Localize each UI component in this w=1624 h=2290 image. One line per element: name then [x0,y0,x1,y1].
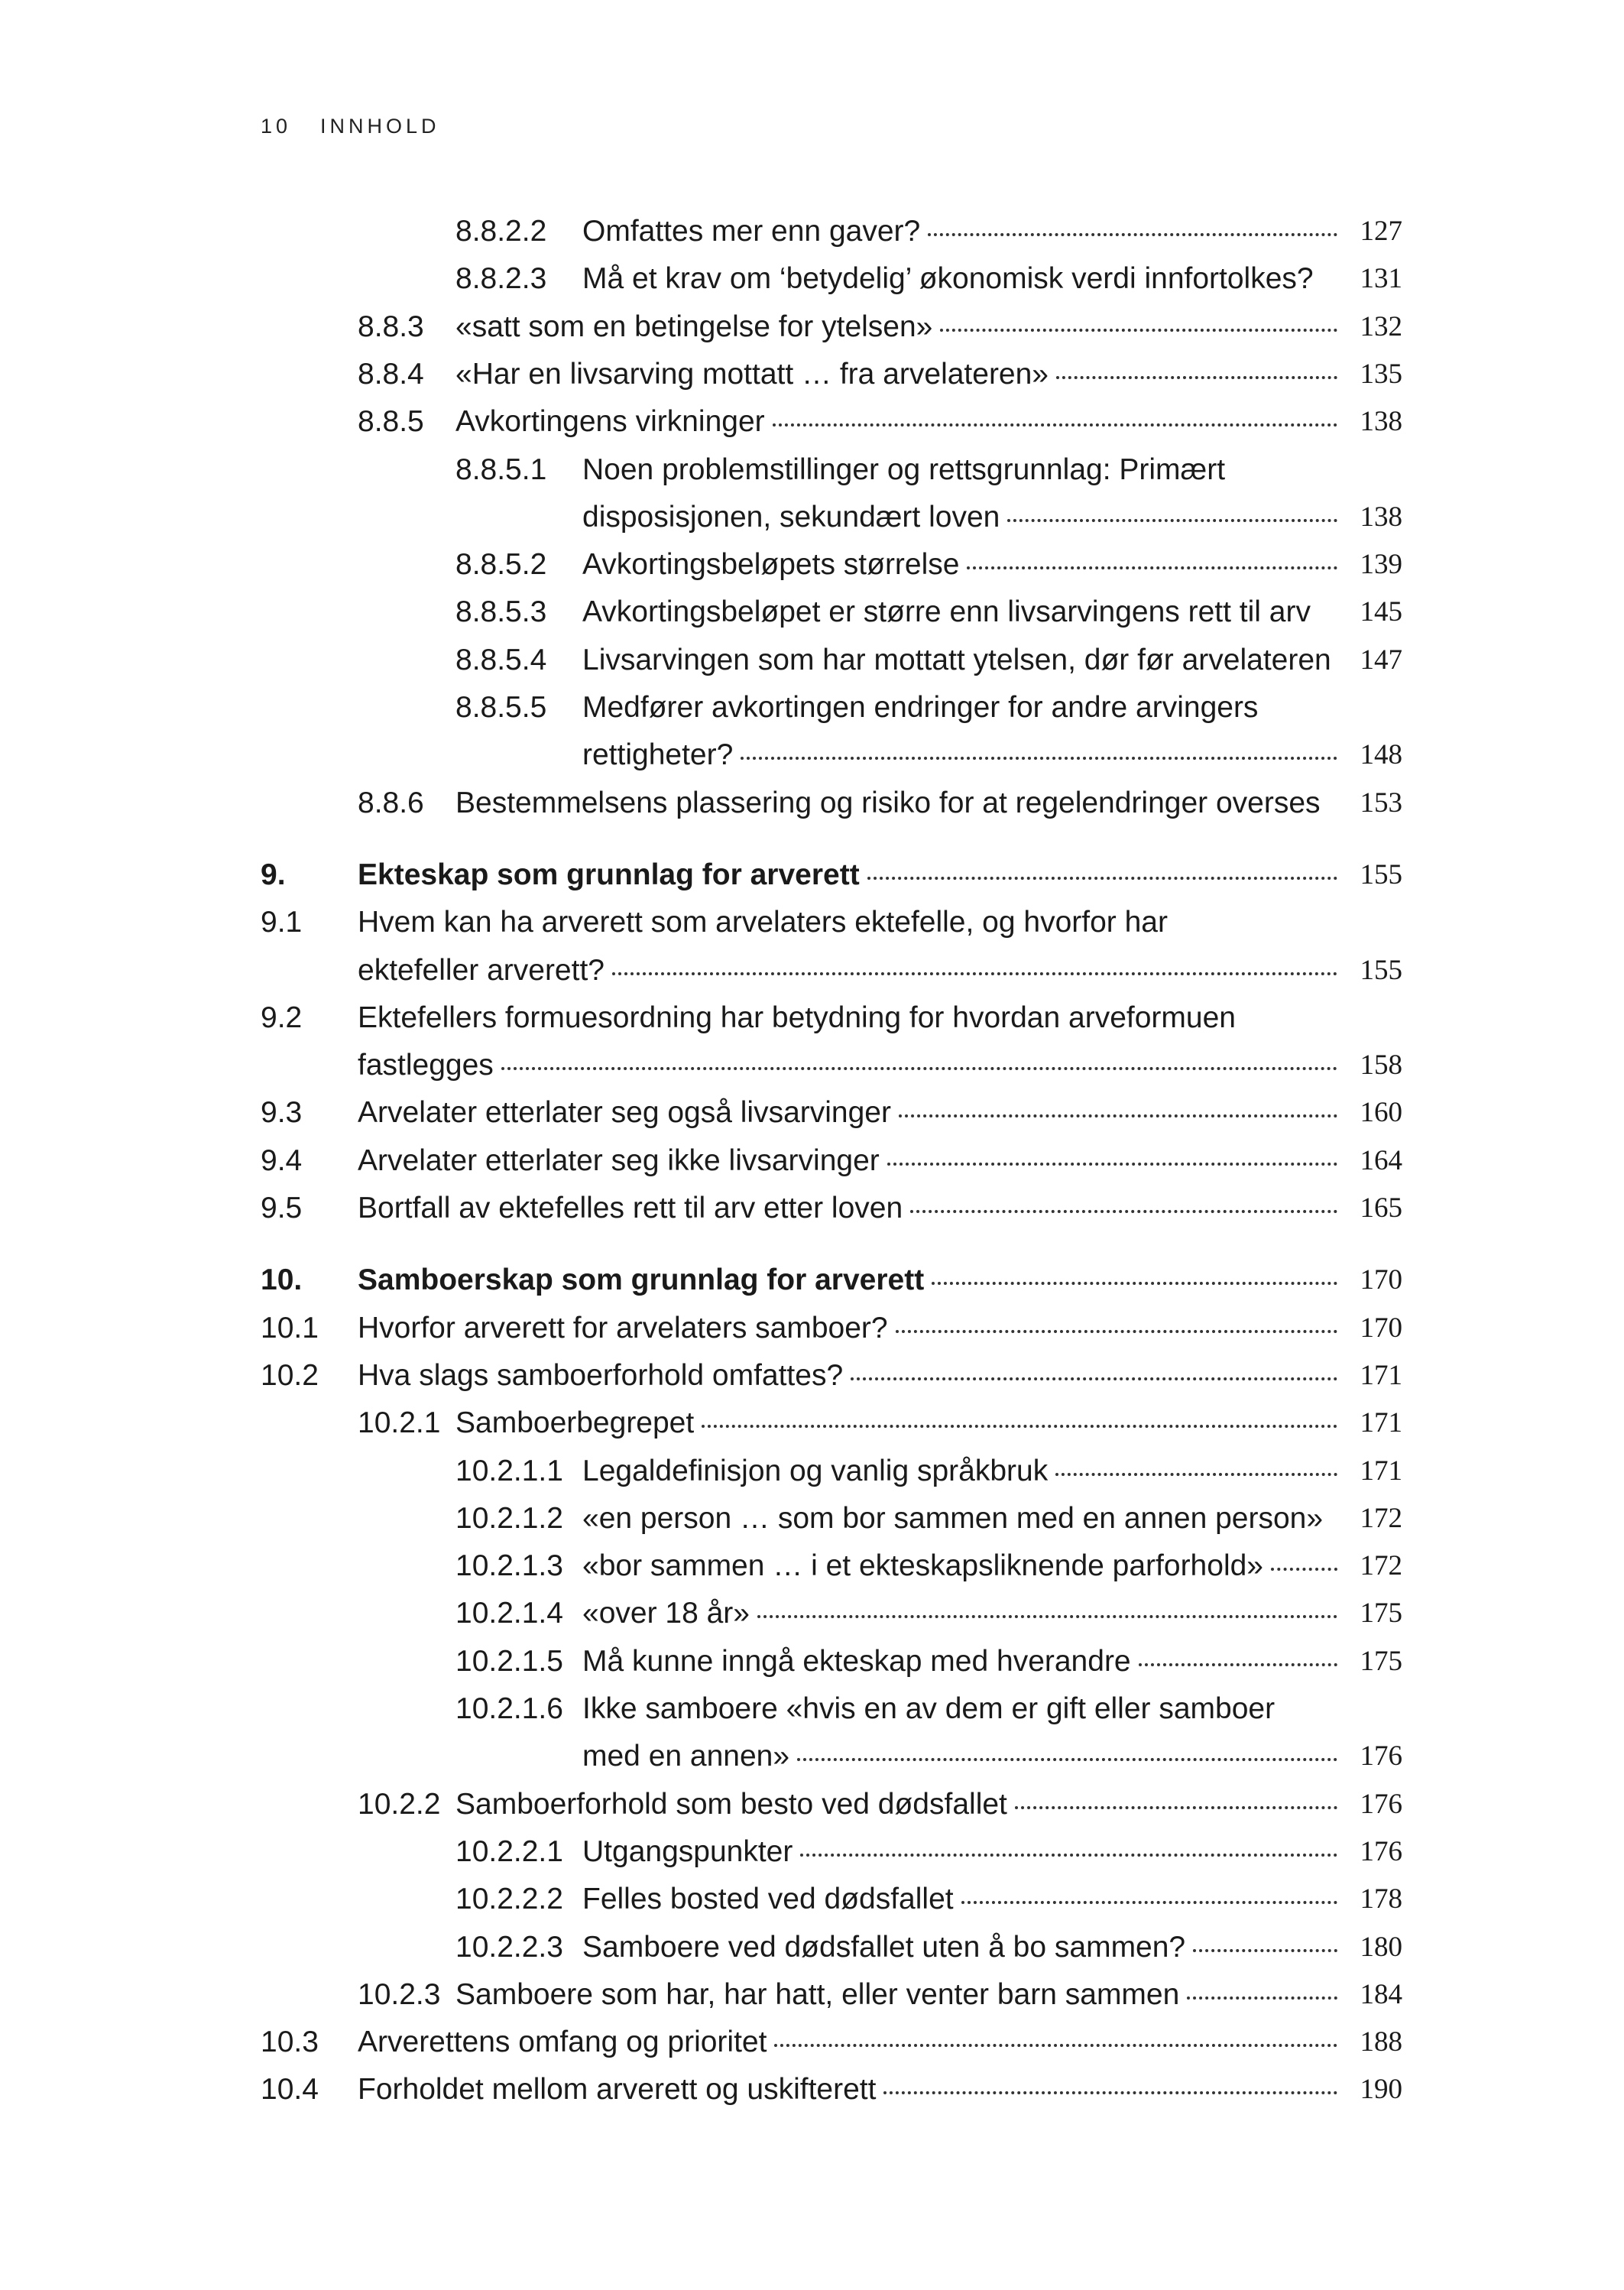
toc-entry-number: 9.5 [261,1192,303,1224]
dot-leader [851,1377,1337,1380]
toc-entry-title: Forholdet mellom arverett og uskifterett [358,2073,877,2107]
toc-entry-title: Utgangspunkter [582,1834,793,1868]
toc-entry [0,303,1624,351]
toc-entry [0,1185,1624,1232]
toc-entry [0,1305,1624,1352]
dot-leader [757,1615,1337,1618]
toc-entry-title: Må kunne inngå ekteskap med hverandre [582,1644,1131,1678]
toc-entry-title: Legaldefinisjon og vanlig språkbruk [582,1454,1049,1487]
toc-entry-page: 139 [1360,549,1402,581]
toc-entry-number: 8.8.5.2 [455,548,547,582]
toc-entry-page: 171 [1360,1407,1402,1439]
toc-entry-number: 10.2.2.1 [455,1834,563,1868]
dot-leader [910,1210,1337,1213]
toc-entry-number: 8.8.5.4 [455,643,547,676]
toc-entry [0,637,1624,684]
dot-leader [797,1758,1337,1761]
toc-entry [0,780,1624,827]
toc-entry [0,947,1624,994]
toc-entry-title: Ekteskap som grunnlag for arverett [358,858,860,891]
dot-leader [773,423,1337,427]
toc-entry-page: 135 [1360,358,1402,390]
toc-entry-title: «en person … som bor sammen med en annen person» [582,1501,1324,1535]
dot-leader [967,566,1337,569]
toc-entry-title: «Har en livsarving mottatt … fra arvelateren» [455,357,1049,391]
toc-entry-number: 9.2 [261,1001,303,1034]
toc-entry-title: Må et krav om ‘betydelig’ økonomisk verdi innfortolkes? [582,262,1314,296]
dot-leader [1007,519,1337,522]
dot-leader [741,757,1337,760]
toc-entry [0,1733,1624,1780]
toc-entry-number: 10.2.1 [358,1406,441,1440]
running-head [261,115,440,138]
toc-entry-page: 171 [1360,1359,1402,1391]
toc-entry-number: 10.2.1.6 [455,1692,563,1725]
toc-entry [0,1495,1624,1542]
toc-entry-number: 10.2 [261,1358,319,1392]
toc-entry-page: 160 [1360,1097,1402,1129]
dot-leader [928,233,1337,236]
toc-entry-title: Hvorfor arverett for arvelaters samboer? [358,1311,888,1344]
toc-entry-number: 10.3 [261,2026,319,2059]
toc-entry-number: 8.8.2.3 [455,262,547,296]
toc-entry [0,1137,1624,1185]
toc-entry-page: 176 [1360,1740,1402,1773]
toc-entry [0,589,1624,636]
toc-entry-page: 170 [1360,1264,1402,1296]
toc-entry-page: 190 [1360,2074,1402,2106]
toc-entry-page: 155 [1360,954,1402,986]
toc-entry [0,899,1624,946]
toc-entry-page: 127 [1360,216,1402,247]
toc-entry-number: 10. [261,1263,303,1297]
toc-entry-page: 165 [1360,1192,1402,1224]
toc-entry [0,446,1624,494]
toc-entry-number: 10.2.2 [358,1787,441,1821]
toc-entry-title: «bor sammen … i et ekteskapsliknende parforhold» [582,1549,1263,1583]
toc-entry-number: 10.2.2.3 [455,1930,563,1964]
dot-leader [1056,376,1337,379]
dot-leader [1187,1996,1337,2000]
toc-entry-number: 8.8.5.3 [455,595,547,629]
dot-leader [702,1425,1337,1428]
toc-entry-page: 171 [1360,1455,1402,1487]
toc-entry-page: 184 [1360,1978,1402,2010]
toc-entry-page: 155 [1360,858,1402,890]
toc-entry [0,851,1624,899]
toc-entry-title: Samboerforhold som besto ved dødsfallet [455,1787,1007,1821]
toc-entry-title: Ektefellers formuesordning har betydning for hvordan arveformuen [358,1001,1236,1034]
toc-entry-title: Noen problemstillinger og rettsgrunnlag: Primært [582,452,1226,486]
toc-entry [0,255,1624,303]
dot-leader [1139,1663,1337,1666]
toc-entry-title: Bestemmelsens plassering og risiko for at regelendringer overses [455,786,1321,819]
toc-entry-number: 8.8.2.2 [455,215,547,248]
dot-leader [612,972,1337,975]
toc-entry-title: «over 18 år» [582,1597,750,1630]
dot-leader [961,1901,1337,1904]
dot-leader [1193,1949,1337,1952]
toc-entry [0,994,1624,1042]
toc-entry-title: Ikke samboere «hvis en av dem er gift eller samboer [582,1692,1276,1725]
toc-entry-title: Avkortingsbeløpets størrelse [582,548,960,582]
toc-entry-title: fastlegges [358,1049,494,1082]
toc-entry-number: 10.2.3 [358,1977,441,2011]
toc-entry [0,1448,1624,1495]
toc-entry-title: Medfører avkortingen endringer for andre arvingers [582,691,1259,724]
toc-entry-number: 9.1 [261,906,303,939]
toc-entry-title: Samboerbegrepet [455,1406,695,1440]
toc-entry-title: Omfattes mer enn gaver? [582,215,921,248]
dot-leader [800,1854,1337,1857]
toc-entry [0,2066,1624,2113]
toc-entry-page: 153 [1360,787,1402,819]
toc-entry-title: Arvelater etterlater seg også livsarvinger [358,1096,891,1130]
toc-entry-number: 10.1 [261,1311,319,1344]
toc-entry-title: Livsarvingen som har mottatt ytelsen, dør før arvelateren [582,643,1331,676]
toc-entry-number: 10.2.1.5 [455,1644,563,1678]
toc-entry [0,398,1624,446]
toc-entry-number: 8.8.5 [358,405,424,439]
toc-entry-number: 10.2.1.1 [455,1454,563,1487]
toc-entry-number: 10.2.1.4 [455,1597,563,1630]
toc-entry-title: Hvem kan ha arverett som arvelaters ektefelle, og hvorfor har [358,906,1168,939]
toc-entry-page: 180 [1360,1931,1402,1963]
dot-leader [932,1282,1337,1285]
toc-entry-page: 148 [1360,739,1402,771]
header-page-number: 10 [261,115,292,138]
toc-entry-title: rettigheter? [582,738,734,772]
toc-entry-title: Bortfall av ektefelles rett til arv etter loven [358,1192,903,1224]
toc-entry-number: 10.2.1.3 [455,1549,563,1583]
toc-entry-page: 132 [1360,310,1402,342]
toc-entry-page: 131 [1360,263,1402,295]
toc-entry-page: 178 [1360,1883,1402,1915]
dot-leader [774,2044,1337,2047]
toc-entry [0,1542,1624,1590]
toc-entry [0,2019,1624,2066]
toc-entry-title: disposisjonen, sekundært loven [582,500,1000,534]
toc-entry [0,494,1624,541]
toc-entry-number: 8.8.3 [358,310,424,343]
toc-entry-title: Arvelater etterlater seg ikke livsarvinger [358,1143,880,1177]
toc-entry-title: Hva slags samboerforhold omfattes? [358,1358,844,1392]
toc-entry-number: 10.2.1.2 [455,1501,563,1535]
toc-entry-page: 176 [1360,1835,1402,1867]
toc-entry [0,1828,1624,1876]
toc-entry [0,1042,1624,1089]
toc-entry-page: 147 [1360,644,1402,676]
toc-entry-title: Samboerskap som grunnlag for arverett [358,1263,925,1297]
toc-entry-title: med en annen» [582,1740,790,1773]
toc-entry [0,541,1624,589]
toc-entry-title: ektefeller arverett? [358,953,605,987]
toc-entry [0,208,1624,255]
toc-entry-title: Samboere som har, har hatt, eller venter barn sammen [455,1977,1180,2011]
toc-entry [0,1971,1624,2019]
toc-entry-number: 8.8.5.1 [455,452,547,486]
toc-entry [0,731,1624,779]
toc-entry-title: Avkortingens virkninger [455,405,765,439]
dot-leader [883,2091,1337,2094]
toc-entry-title: «satt som en betingelse for ytelsen» [455,310,933,343]
toc-entry-page: 176 [1360,1788,1402,1820]
toc-entry-number: 10.4 [261,2073,319,2107]
toc-entry [0,1638,1624,1685]
toc-entry-number: 9. [261,858,286,891]
toc-entry-page: 188 [1360,2026,1402,2058]
toc-entry [0,1089,1624,1137]
toc-entry [0,351,1624,398]
toc-entry [0,684,1624,731]
toc-entry-page: 138 [1360,406,1402,438]
toc-entry-number: 8.8.4 [358,357,424,391]
toc-entry-page: 172 [1360,1550,1402,1582]
dot-leader [1055,1473,1337,1476]
dot-leader [899,1114,1337,1117]
toc-entry-page: 175 [1360,1645,1402,1677]
dot-leader [501,1067,1337,1070]
toc-entry-number: 9.4 [261,1143,303,1177]
toc-entry-page: 158 [1360,1049,1402,1082]
dot-leader [1271,1568,1337,1571]
dot-leader [1015,1806,1337,1809]
dot-leader [896,1330,1337,1333]
dot-leader [940,329,1337,332]
toc-entry-page: 138 [1360,501,1402,533]
toc-entry [0,1781,1624,1828]
toc-entry [0,1352,1624,1400]
toc-entry-page: 170 [1360,1312,1402,1344]
toc-entry [0,1400,1624,1447]
toc-entry [0,1924,1624,1971]
toc-entry [0,1590,1624,1637]
toc-entry-number: 8.8.5.5 [455,691,547,724]
toc-entry-page: 145 [1360,596,1402,628]
toc-entry-number: 9.3 [261,1096,303,1130]
dot-leader [887,1163,1337,1166]
toc-entry [0,1876,1624,1923]
toc-entry-page: 164 [1360,1144,1402,1176]
toc-entry-number: 10.2.2.2 [455,1883,563,1916]
toc-entry-title: Arverettens omfang og prioritet [358,2026,767,2059]
toc-entry-title: Avkortingsbeløpet er større enn livsarvingens rett til arv [582,595,1311,629]
dot-leader [867,877,1337,880]
toc-entry-number: 8.8.6 [358,786,424,819]
toc-entry-page: 175 [1360,1597,1402,1630]
toc-entry [0,1257,1624,1304]
header-section-title: INNHOLD [320,115,440,138]
toc-entry-title: Felles bosted ved dødsfallet [582,1883,954,1916]
toc-entry-page: 172 [1360,1502,1402,1534]
toc-entry [0,1685,1624,1733]
toc-entry-title: Samboere ved dødsfallet uten å bo sammen? [582,1930,1186,1964]
